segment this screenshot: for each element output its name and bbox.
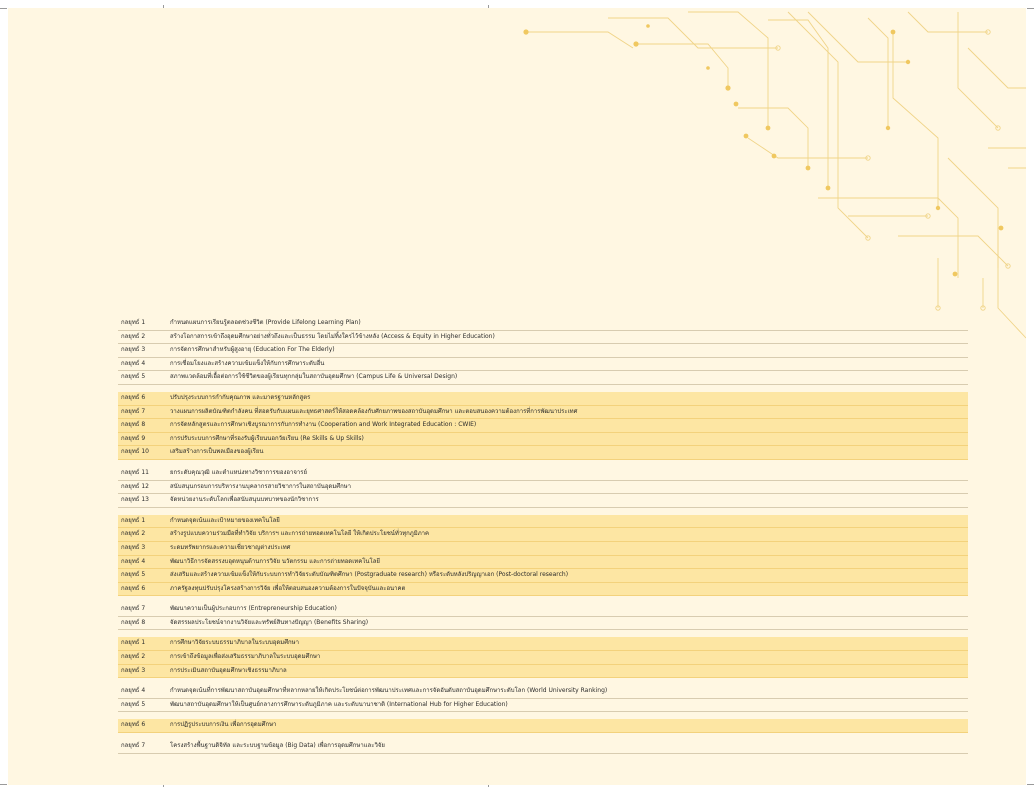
strategy-text: พัฒนาสถาบันอุดมศึกษาให้เป็นศูนย์กลางการศึกษาระดับภูมิภาค และระดับนานาชาติ (International Hub for Higher Education) xyxy=(170,700,508,708)
strategy-row xyxy=(118,685,968,699)
strategy-row xyxy=(118,651,968,665)
strategy-text: การประเมินสถาบันอุดมศึกษาเชิงธรรมาภิบาล xyxy=(170,666,287,674)
strategy-id: กลยุทธ์ 7 xyxy=(121,407,146,415)
strategy-text: ยกระดับคุณวุฒิ และตำแหน่งทางวิชาการของอาจารย์ xyxy=(170,468,307,476)
strategy-row xyxy=(118,419,968,433)
strategy-id: กลยุทธ์ 12 xyxy=(121,482,149,490)
strategy-group-3 xyxy=(118,467,968,508)
strategy-text: กำหนดแผนการเรียนรู้ตลอดช่วงชีวิต (Provide Lifelong Learning Plan) xyxy=(170,319,361,326)
strategy-id: กลยุทธ์ 3 xyxy=(121,543,146,551)
strategy-text: จัดสรรผลประโยชน์จากงานวิจัยและทรัพย์สินทางปัญญา (Benefits Sharing) xyxy=(170,618,369,626)
strategy-id: กลยุทธ์ 6 xyxy=(121,584,146,592)
strategy-group-1 xyxy=(118,317,968,385)
strategy-id: กลยุทธ์ 5 xyxy=(121,700,146,708)
strategy-text: การจัดการศึกษาสำหรับผู้สูงอายุ (Education For The Elderly) xyxy=(170,346,335,354)
strategy-text: โครงสร้างพื้นฐานดิจิทัล และระบบฐานข้อมูล (Big Data) เพื่อการอุดมศึกษาและวิจัย xyxy=(170,742,385,750)
strategy-row xyxy=(118,528,968,542)
strategy-row xyxy=(118,392,968,406)
strategy-text: ปรับปรุงระบบการกำกับคุณภาพ และมาตรฐานหลักสูตร xyxy=(170,393,311,401)
strategy-group-2 xyxy=(118,392,968,460)
strategy-row xyxy=(118,740,968,754)
document-page xyxy=(8,8,1026,785)
strategy-group-7 xyxy=(118,685,968,712)
strategy-id: กลยุทธ์ 3 xyxy=(121,346,146,354)
strategy-row xyxy=(118,583,968,597)
strategy-list xyxy=(118,317,968,761)
strategy-id: กลยุทธ์ 4 xyxy=(121,687,146,695)
strategy-row xyxy=(118,344,968,358)
strategy-text: สนับสนุนกรอบการบริหารงานบุคลากรสายวิชาการในสถาบันอุดมศึกษา xyxy=(170,482,352,490)
strategy-id: กลยุทธ์ 2 xyxy=(121,653,146,661)
strategy-id: กลยุทธ์ 2 xyxy=(121,530,146,538)
strategy-text: ภาครัฐลงทุนปรับปรุงโครงสร้างการวิจัย เพื่อให้ตอบสนองความต้องการในปัจจุบันและอนาคต xyxy=(170,584,406,592)
crop-mark-right-bottom xyxy=(1027,784,1034,785)
strategy-text: สภาพแวดล้อมที่เอื้อต่อการใช้ชีวิตของผู้เรียนทุกกลุ่มในสถาบันอุดมศึกษา (Campus Life & Universal Design) xyxy=(170,373,458,381)
strategy-row xyxy=(118,569,968,583)
strategy-row xyxy=(118,637,968,651)
strategy-text: จัดหน่วยงานระดับโลกเพื่อสนับสนุนบทบาทของนักวิชาการ xyxy=(170,496,319,504)
strategy-text: การปรับระบบการศึกษาที่รองรับผู้เรียนนอกวัยเรียน (Re Skills & Up Skills) xyxy=(170,434,364,442)
strategy-group-6 xyxy=(118,637,968,678)
strategy-id: กลยุทธ์ 4 xyxy=(121,359,146,367)
strategy-group-9 xyxy=(118,740,968,754)
strategy-text: ระดมทรัพยากรและความเชี่ยวชาญต่างประเทศ xyxy=(170,543,291,551)
strategy-id: กลยุทธ์ 9 xyxy=(121,434,146,442)
strategy-row xyxy=(118,556,968,570)
strategy-row xyxy=(118,331,968,345)
strategy-id: กลยุทธ์ 3 xyxy=(121,666,146,674)
strategy-row xyxy=(118,603,968,617)
strategy-id: กลยุทธ์ 13 xyxy=(121,496,149,504)
crop-mark-left-bottom xyxy=(0,784,7,785)
strategy-text: เสริมสร้างการเป็นพลเมืองของผู้เรียน xyxy=(170,448,264,456)
strategy-row xyxy=(118,467,968,481)
strategy-id: กลยุทธ์ 5 xyxy=(121,373,146,381)
strategy-id: กลยุทธ์ 2 xyxy=(121,332,146,340)
crop-mark-right-top xyxy=(1027,8,1034,9)
strategy-id: กลยุทธ์ 5 xyxy=(121,571,146,579)
strategy-row xyxy=(118,446,968,460)
strategy-id: กลยุทธ์ 1 xyxy=(121,516,146,524)
strategy-id: กลยุทธ์ 6 xyxy=(121,721,146,729)
strategy-row xyxy=(118,371,968,385)
strategy-row xyxy=(118,433,968,447)
strategy-row xyxy=(118,665,968,679)
strategy-text: การเชื่อมโยงและสร้างความเข้มแข็งให้กับการศึกษาระดับอื่น xyxy=(170,359,325,367)
strategy-text: การจัดหลักสูตรและการศึกษาเชิงบูรณาการกับการทำงาน (Cooperation and Work Integrated Education : CWIE) xyxy=(170,421,477,429)
strategy-row xyxy=(118,494,968,508)
strategy-group-8 xyxy=(118,719,968,733)
strategy-text: วางแผนการผลิตบัณฑิตกำลังคน ที่สอดรับกับแผนและยุทธศาสตร์ให้สอดคล้องกับศักยภาพของสถาบันอุดมศึกษา และตอบสนองความต้องการที่การพัฒนาประเทศ xyxy=(170,407,578,415)
strategy-id: กลยุทธ์ 7 xyxy=(121,605,146,613)
strategy-id: กลยุทธ์ 1 xyxy=(121,319,146,326)
strategy-id: กลยุทธ์ 11 xyxy=(121,468,149,476)
strategy-row xyxy=(118,617,968,631)
strategy-text: กำหนดจุดเน้นที่การพัฒนาสถาบันอุดมศึกษาที่หลากหลายให้เกิดประโยชน์ต่อการพัฒนาประเทศและการจัดอันดับสถาบันอุดมศึกษาระดับโลก (World University Ranking) xyxy=(170,687,608,695)
crop-mark-left-top xyxy=(0,8,7,9)
strategy-id: กลยุทธ์ 7 xyxy=(121,742,146,750)
strategy-id: กลยุทธ์ 10 xyxy=(121,448,149,456)
strategy-row xyxy=(118,719,968,733)
strategy-id: กลยุทธ์ 8 xyxy=(121,421,146,429)
strategy-row xyxy=(118,406,968,420)
strategy-text: การเข้าถึงข้อมูลเพื่อส่งเสริมธรรมาภิบาลในระบบอุดมศึกษา xyxy=(170,653,321,661)
strategy-text: สร้างรูปแบบความร่วมมือที่ทำวิจัย บริการฯ และการถ่ายทอดเทคโนโลยี ให้เกิดประโยชน์ทั่วทุกภูมิภาค xyxy=(170,530,430,538)
strategy-text: กำหนดจุดเน้นและเป้าหมายของเทคโนโลยี xyxy=(170,516,280,524)
strategy-id: กลยุทธ์ 1 xyxy=(121,639,146,647)
strategy-text: พัฒนาความเป็นผู้ประกอบการ (Entrepreneurship Education) xyxy=(170,605,337,613)
strategy-group-5 xyxy=(118,603,968,630)
strategy-id: กลยุทธ์ 6 xyxy=(121,393,146,401)
strategy-group-4 xyxy=(118,515,968,597)
strategy-id: กลยุทธ์ 8 xyxy=(121,618,146,626)
strategy-text: พัฒนาวิธีการจัดสรรงบอุดหนุนด้านการวิจัย นวัตกรรม และการถ่ายทอดเทคโนโลยี xyxy=(170,557,380,565)
strategy-row xyxy=(118,515,968,529)
strategy-row xyxy=(118,542,968,556)
strategy-row xyxy=(118,358,968,372)
strategy-row xyxy=(118,317,968,331)
strategy-text: สร้างโอกาสการเข้าถึงอุดมศึกษาอย่างทั่วถึงและเป็นธรรม โดยไม่ทิ้งใครไว้ข้างหลัง (Access & Equity in Higher Education) xyxy=(170,332,495,340)
strategy-text: การศึกษาวิจัยระบบธรรมาภิบาลในระบบอุดมศึกษา xyxy=(170,639,300,647)
strategy-text: ส่งเสริมและสร้างความเข้มแข็งให้กับระบบการทำวิจัยระดับบัณฑิตศึกษา (Postgraduate research) หรือระดับหลังปริญญาเอก (Post-doctoral research) xyxy=(170,571,569,579)
strategy-text: การปฏิรูประบบการเงิน เพื่อการอุดมศึกษา xyxy=(170,721,277,729)
strategy-row xyxy=(118,481,968,495)
strategy-id: กลยุทธ์ 4 xyxy=(121,557,146,565)
strategy-row xyxy=(118,699,968,713)
